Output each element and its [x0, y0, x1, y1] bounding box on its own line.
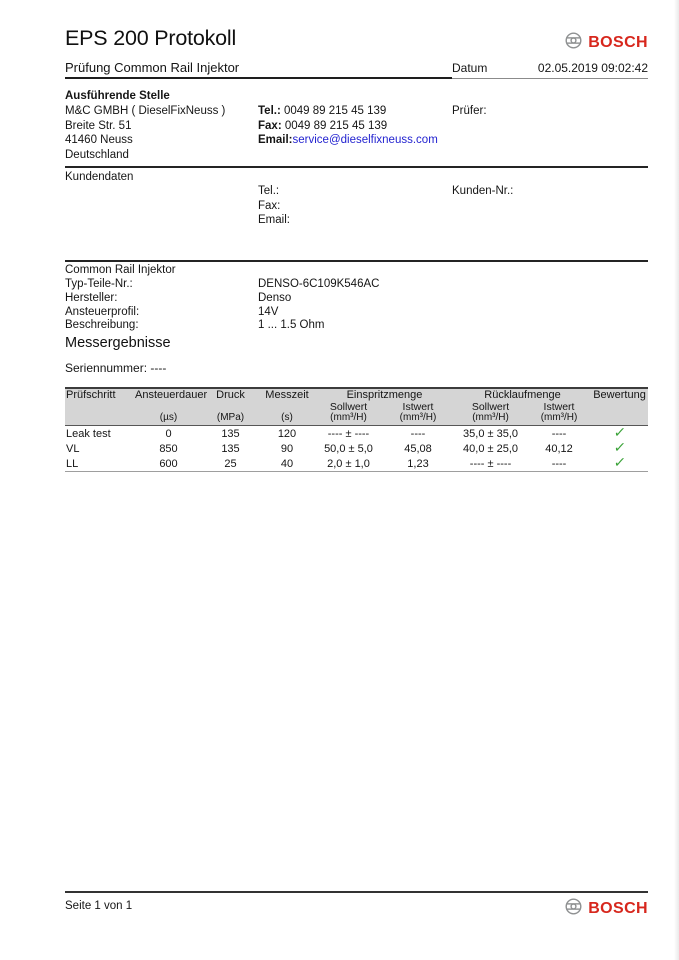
manufacturer-value: Denso	[258, 291, 292, 304]
customer-tel-label: Tel.:	[258, 185, 280, 197]
date-value: 02.05.2019 09:02:42	[537, 61, 648, 75]
type-label: Typ-Teile-Nr.:	[65, 278, 133, 290]
executing-office-heading: Ausführende Stelle	[65, 90, 170, 102]
description-value: 1 ... 1.5 Ohm	[258, 319, 325, 332]
tel-value: 0049 89 215 45 139	[284, 105, 387, 117]
serial-number-line: Seriennummer: ----	[65, 361, 167, 375]
unit-flow: (mm³/H)	[315, 412, 382, 426]
street: Breite Str. 51	[65, 119, 132, 132]
sub-actual: Istwert	[402, 401, 434, 413]
description-label: Beschreibung:	[65, 319, 139, 332]
executing-office-contact	[258, 104, 438, 148]
country: Deutschland	[65, 148, 129, 161]
page-title: EPS 200 Protokoll	[65, 26, 237, 50]
customer-number-label: Kunden-Nr.:	[452, 185, 514, 197]
injector-details	[65, 278, 648, 333]
email-link[interactable]: service@dieselfixneuss.com	[292, 134, 438, 146]
injector-description-row	[65, 319, 648, 333]
table-header	[65, 388, 648, 426]
step-cell: VL	[66, 442, 80, 455]
customer-contact	[258, 184, 290, 228]
tel-line	[258, 104, 438, 119]
injector-profile-row	[65, 306, 648, 320]
col-step: Prüfschritt	[66, 389, 116, 401]
section-divider	[65, 260, 648, 262]
tel-label: Tel.:	[258, 105, 281, 117]
bosch-wordmark: BOSCH	[588, 900, 648, 917]
measurement-table	[65, 387, 648, 472]
col-duration: Ansteuerdauer	[135, 389, 208, 401]
type-value: DENSO-6C109K546AC	[258, 278, 380, 290]
sub-target: Sollwert	[471, 401, 510, 413]
manufacturer-label: Hersteller:	[65, 291, 118, 304]
bosch-logo-footer	[565, 898, 648, 920]
company-name: M&C GMBH ( DieselFixNeuss )	[65, 105, 226, 117]
document-subtitle: Prüfung Common Rail Injektor	[65, 60, 240, 75]
injector-type-row	[65, 278, 648, 292]
email-label: Email:	[258, 134, 293, 146]
footer-divider	[65, 891, 648, 893]
customer-fax-label: Fax:	[258, 199, 281, 212]
bosch-armature-icon	[565, 898, 582, 920]
unit-pressure: (MPa)	[202, 412, 259, 426]
unit-time: (s)	[259, 412, 315, 426]
pass-check-icon: ✓	[612, 454, 627, 470]
table-row: Leak test 0 135 120 ---- ± ---- ---- 35,0 ± 35,0 ---- ✓	[66, 424, 627, 440]
unit-duration: (µs)	[135, 412, 202, 426]
fax-value: 0049 89 215 45 139	[284, 119, 388, 132]
col-time: Messzeit	[265, 389, 309, 401]
fax-label: Fax:	[258, 119, 282, 132]
sub-target: Sollwert	[329, 401, 368, 413]
executing-office-address	[65, 104, 225, 162]
page-edge	[674, 0, 679, 960]
page-content	[65, 0, 648, 960]
col-rating: Bewertung	[593, 389, 646, 401]
step-cell: Leak test	[66, 427, 111, 440]
profile-label: Ansteuerprofil:	[65, 305, 140, 318]
subtitle-row	[65, 60, 648, 78]
table-row: VL 850 135 90 50,0 ± 5,0 45,08 40,0 ± 25,0 40,12 ✓	[66, 439, 627, 455]
table-row: LL 600 25 40 2,0 ± 1,0 1,23 ---- ± ---- ---- ✓	[65, 456, 648, 472]
bosch-logo	[565, 32, 648, 54]
unit-flow: (mm³/H)	[454, 412, 527, 426]
date-underline	[452, 78, 648, 79]
section-divider	[65, 166, 648, 168]
injector-manufacturer-row	[65, 292, 648, 306]
group-injection: Einspritzmenge	[346, 389, 423, 401]
pass-check-icon: ✓	[612, 439, 627, 455]
injector-heading: Common Rail Injektor	[65, 264, 176, 276]
bosch-wordmark: BOSCH	[588, 34, 648, 51]
sub-actual: Istwert	[543, 401, 575, 413]
unit-flow: (mm³/H)	[527, 412, 591, 426]
col-pressure: Druck	[216, 389, 245, 401]
pass-check-icon: ✓	[612, 424, 627, 440]
examiner-label: Prüfer:	[452, 105, 487, 117]
fax-line	[258, 119, 438, 134]
profile-value: 14V	[258, 305, 279, 318]
customer-heading: Kundendaten	[65, 171, 134, 183]
page-number: Seite 1 von 1	[65, 900, 133, 912]
date-label: Datum	[452, 61, 488, 75]
group-return: Rücklaufmenge	[484, 389, 561, 401]
bosch-armature-icon	[565, 32, 582, 54]
customer-email-label: Email:	[258, 214, 290, 226]
footer	[65, 898, 648, 920]
unit-flow: (mm³/H)	[382, 412, 454, 426]
email-line	[258, 133, 438, 148]
city: 41460 Neuss	[65, 134, 133, 146]
subtitle-underline	[65, 77, 452, 79]
results-heading: Messergebnisse	[65, 335, 171, 351]
step-cell: LL	[65, 456, 135, 472]
